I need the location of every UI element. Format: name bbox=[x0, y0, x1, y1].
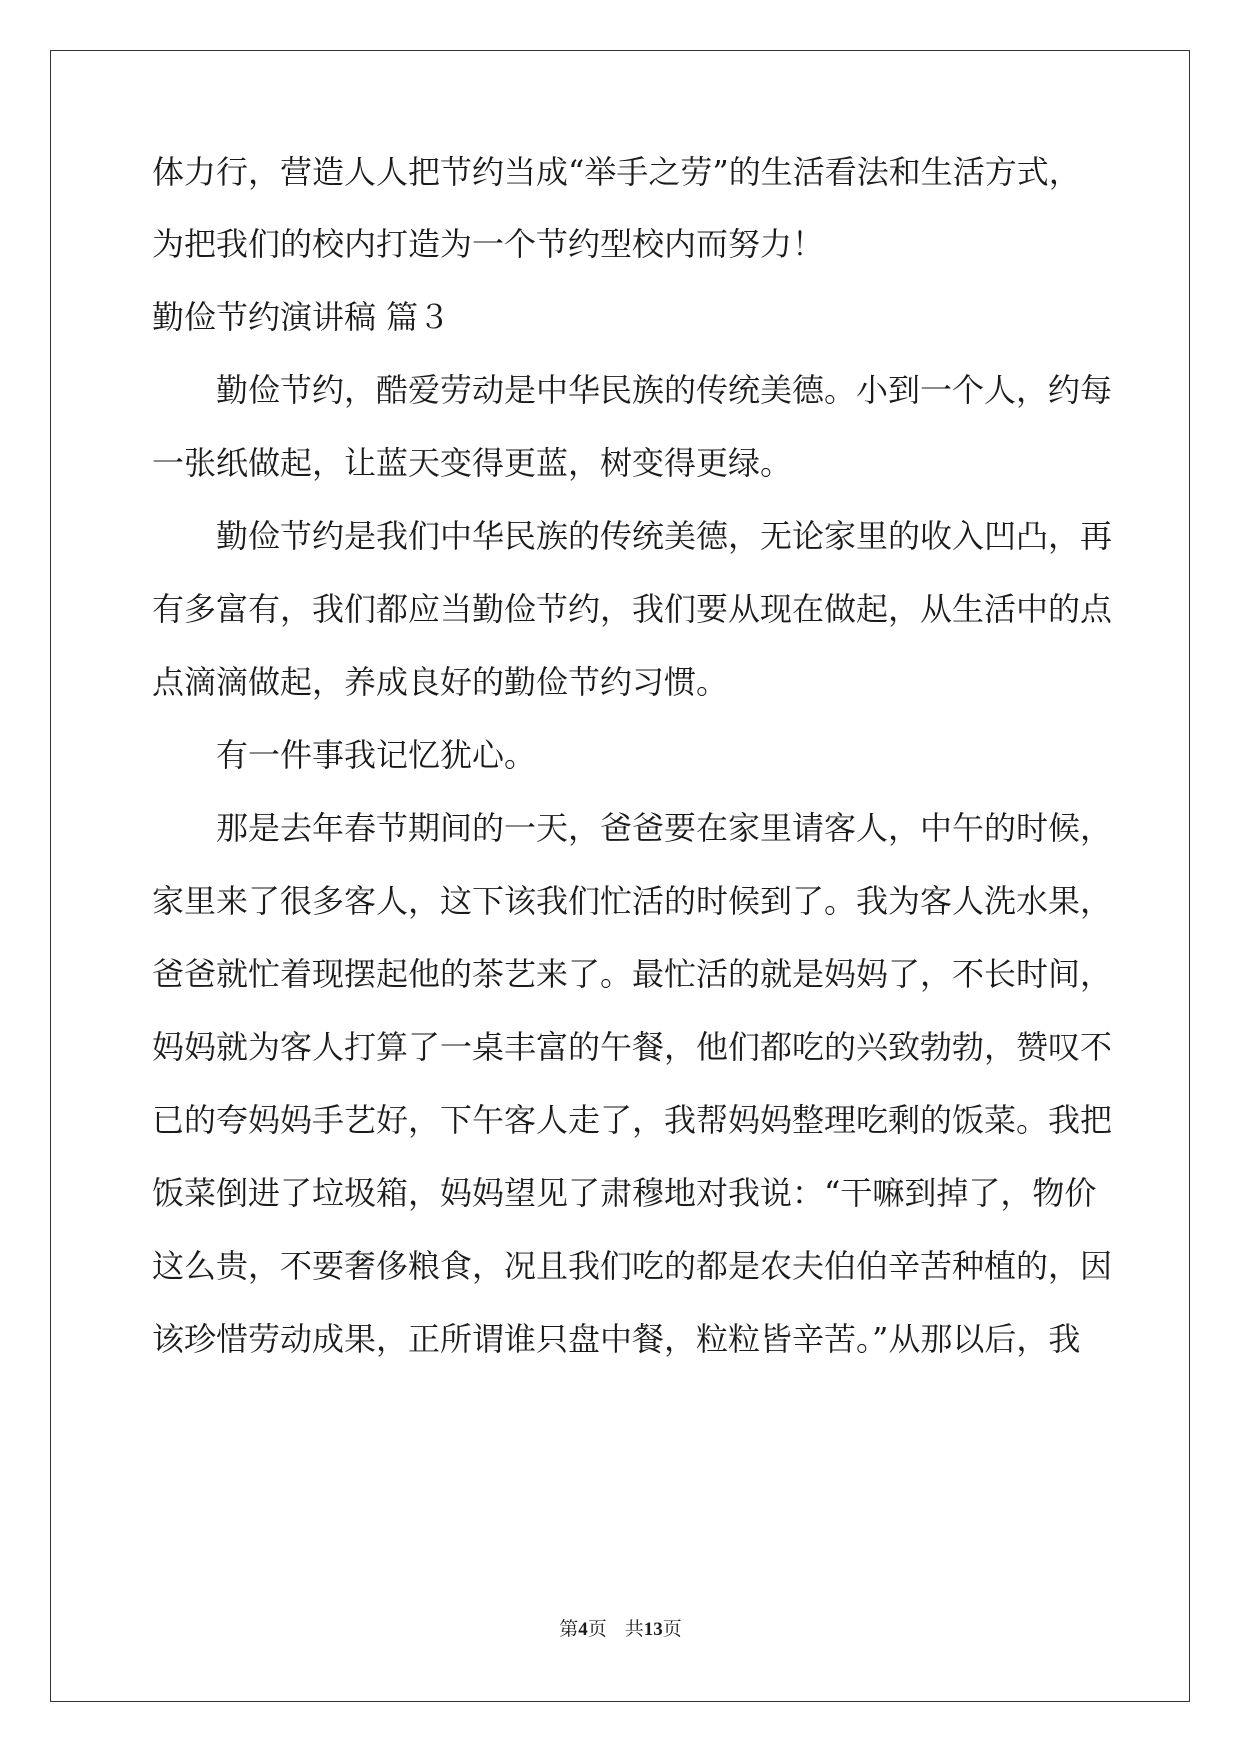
paragraph-line: 爸爸就忙着现摆起他的茶艺来了。最忙活的就是妈妈了，不长时间， bbox=[152, 955, 1113, 993]
paragraph-line: 体力行，营造人人把节约当成“举手之劳”的生活看法和生活方式， bbox=[152, 153, 1081, 191]
paragraph-line: 家里来了很多客人，这下该我们忙活的时候到了。我为客人洗水果， bbox=[152, 882, 1113, 920]
total-prefix: 共 bbox=[624, 1618, 644, 1640]
section-heading: 勤俭节约演讲稿 篇３ bbox=[152, 298, 451, 336]
paragraph-line: 饭菜倒进了垃圾箱，妈妈望见了肃穆地对我说：“干嘛到掉了，物价 bbox=[152, 1174, 1097, 1212]
paragraph-line: 这么贵，不要奢侈粮食，况且我们吃的都是农夫伯伯辛苦种植的，因 bbox=[152, 1247, 1113, 1285]
page-unit: 页 bbox=[587, 1618, 607, 1640]
page-total: 13 bbox=[643, 1619, 663, 1640]
paragraph-line: 已的夸妈妈手艺好，下午客人走了，我帮妈妈整理吃剩的饭菜。我把 bbox=[152, 1101, 1113, 1139]
paragraph-line: 那是去年春节期间的一天，爸爸要在家里请客人，中午的时候， bbox=[216, 809, 1113, 847]
total-unit: 页 bbox=[662, 1618, 682, 1640]
page-footer bbox=[0, 1617, 1241, 1642]
paragraph-line: 一张纸做起，让蓝天变得更蓝，树变得更绿。 bbox=[152, 444, 793, 482]
paragraph-line: 勤俭节约是我们中华民族的传统美德，无论家里的收入凹凸，再 bbox=[216, 517, 1113, 555]
paragraph-line: 为把我们的校内打造为一个节约型校内而努力！ bbox=[152, 225, 825, 263]
page-current: 4 bbox=[578, 1619, 588, 1640]
paragraph-line: 点滴滴做起，养成良好的勤俭节约习惯。 bbox=[152, 663, 729, 701]
paragraph-line: 有多富有，我们都应当勤俭节约，我们要从现在做起，从生活中的点 bbox=[152, 590, 1113, 628]
paragraph-line: 该珍惜劳动成果，正所谓谁只盘中餐，粒粒皆辛苦。”从那以后，我 bbox=[152, 1320, 1081, 1358]
paragraph-line: 勤俭节约，酷爱劳动是中华民族的传统美德。小到一个人，约每 bbox=[216, 371, 1113, 409]
paragraph-line: 妈妈就为客人打算了一桌丰富的午餐，他们都吃的兴致勃勃，赞叹不 bbox=[152, 1028, 1113, 1066]
paragraph-line: 有一件事我记忆犹心。 bbox=[216, 736, 537, 774]
page-prefix: 第 bbox=[559, 1618, 579, 1640]
